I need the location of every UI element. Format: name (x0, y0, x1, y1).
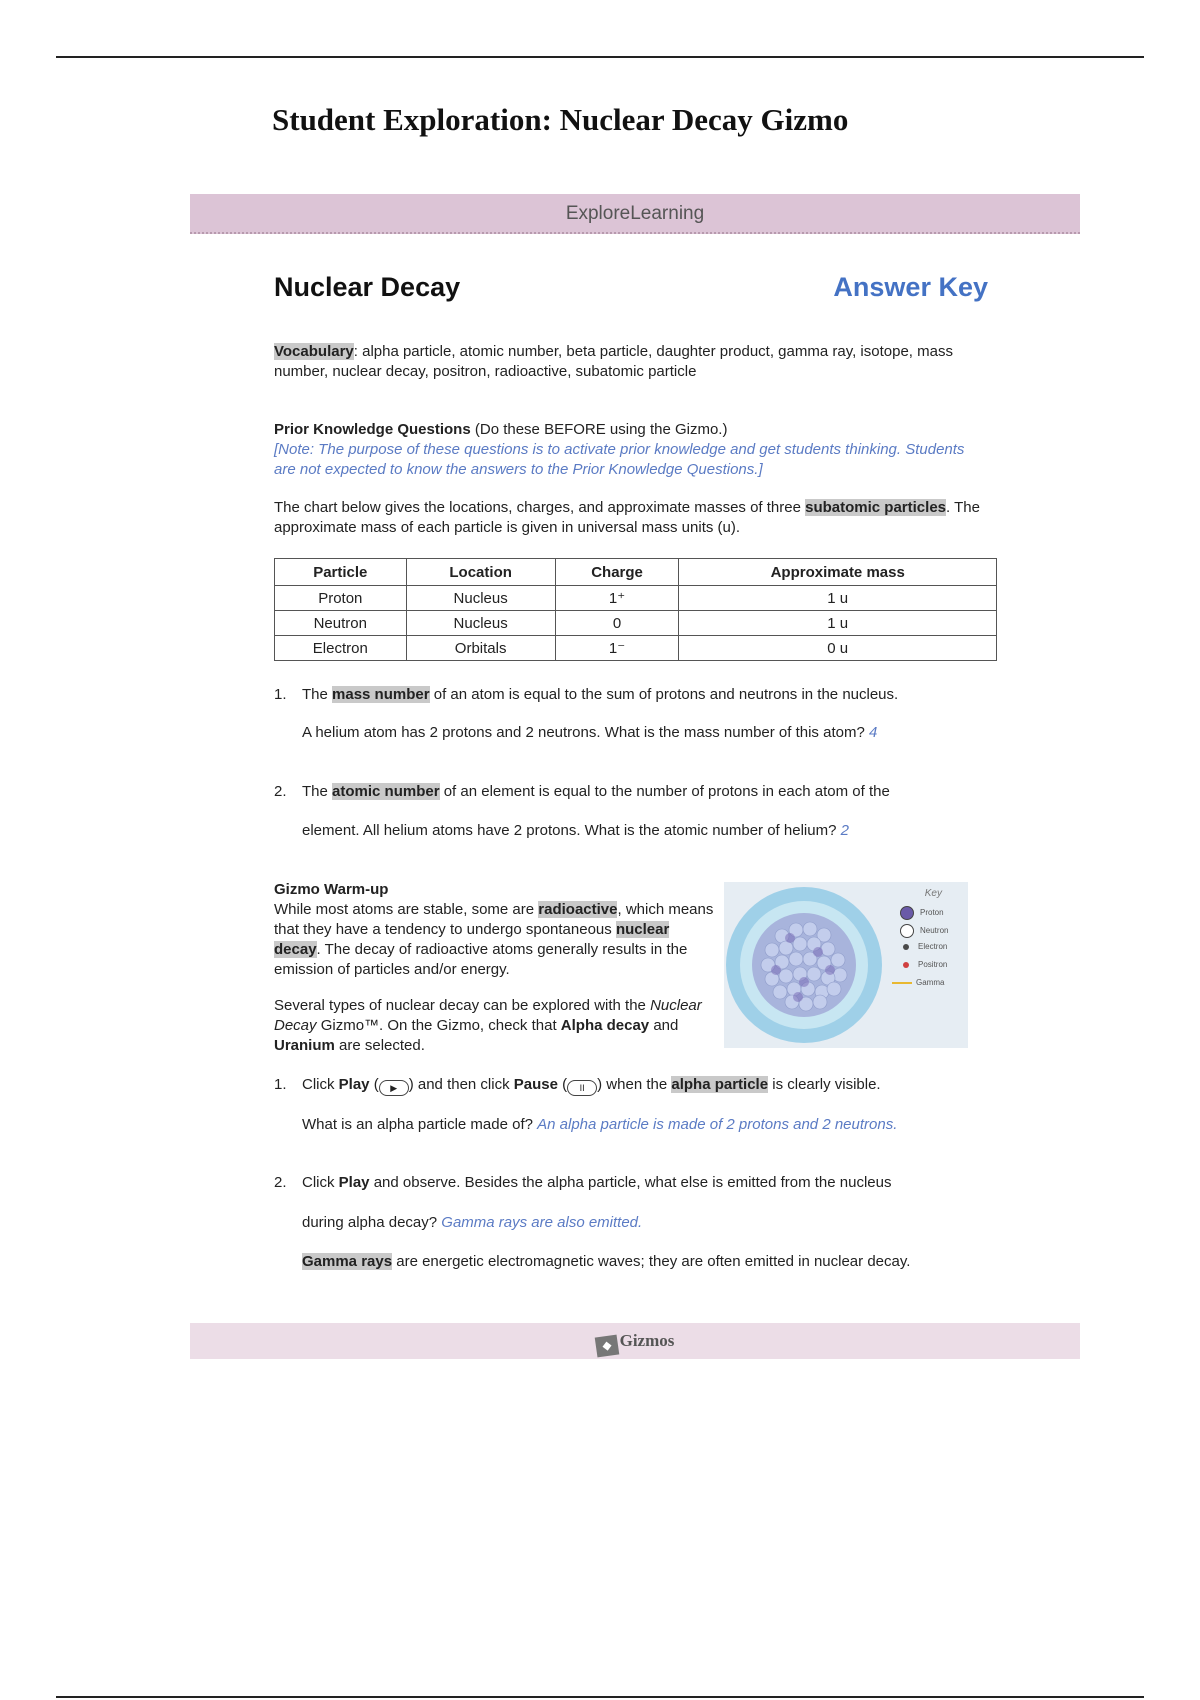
warmup-text: Gizmo™. On the Gizmo, check that (316, 1017, 561, 1034)
question-text: The (302, 783, 333, 800)
table-cell: Electron (275, 636, 407, 661)
section-title: Nuclear Decay (274, 272, 461, 302)
warmup-text: While most atoms are stable, some are (274, 901, 539, 918)
table-cell: 1 u (679, 611, 997, 636)
uranium-option: Uranium (274, 1037, 335, 1054)
radioactive-term: radioactive (538, 901, 618, 918)
warmup-text: and (649, 1017, 679, 1034)
gamma-arrow-icon (892, 982, 912, 984)
table-cell: 0 u (679, 636, 997, 661)
key-proton (900, 906, 944, 920)
gizmos-logo-icon: ◆ (594, 1335, 619, 1358)
key-label: Gamma (916, 978, 945, 987)
table-cell: 1⁺ (555, 586, 679, 611)
document-title: Student Exploration: Nuclear Decay Gizmo (272, 102, 849, 137)
prior-knowledge-title: Prior Knowledge Questions (274, 421, 471, 438)
question-prompt: A helium atom has 2 protons and 2 neutrons. What is the mass number of this atom? (302, 724, 869, 741)
question-prompt: during alpha decay? (302, 1214, 442, 1231)
nucleus-figure (724, 882, 968, 1048)
warmup-text: are selected. (334, 1037, 425, 1054)
question-text: is clearly visible. (768, 1076, 881, 1093)
key-electron (900, 942, 947, 951)
top-rule (56, 56, 1144, 58)
chart-intro-text: The chart below gives the locations, charges, and approximate masses of three (274, 499, 806, 516)
table-row (275, 586, 997, 611)
subatomic-particles-term: subatomic particles (805, 499, 947, 516)
prior-knowledge-note: (Do these BEFORE using the Gizmo.) (470, 421, 728, 438)
warmup-question-2-prompt (302, 1214, 1002, 1231)
answer-text: Gamma rays are also emitted. (441, 1214, 643, 1231)
table-cell: Nucleus (406, 611, 555, 636)
prior-knowledge-heading (274, 420, 990, 440)
warmup-text: Several types of nuclear decay can be explored with the (274, 997, 651, 1014)
column-header: Particle (275, 559, 407, 586)
teacher-note: [Note: The purpose of these questions is to activate prior knowledge and get students thinking. Students are not expected to know the answers to the Prior Knowledge Questions.] (274, 441, 965, 478)
answer-text: 4 (868, 724, 878, 741)
question-number: 1. (274, 686, 287, 703)
alpha-decay-option: Alpha decay (560, 1017, 650, 1034)
vocabulary-paragraph (274, 342, 990, 382)
warmup-question-2 (274, 1174, 1004, 1191)
gamma-ray-note (302, 1253, 1002, 1270)
key-label: Neutron (920, 926, 949, 936)
pause-label: Pause (513, 1076, 558, 1093)
answer-text: An alpha particle is made of 2 protons and 2 neutrons. (537, 1116, 898, 1133)
table-cell: Neutron (275, 611, 407, 636)
vocabulary-label: Vocabulary (274, 343, 354, 360)
gamma-rays-term: Gamma rays (302, 1253, 393, 1270)
key-label: Positron (918, 960, 948, 969)
answer-key-label: Answer Key (833, 272, 988, 302)
question-prompt: What is an alpha particle made of? (302, 1116, 538, 1133)
table-cell: 1⁻ (555, 636, 679, 661)
explorelearning-logo: ExploreLearning (565, 203, 705, 224)
column-header: Location (406, 559, 555, 586)
key-gamma (892, 978, 944, 987)
question-number: 2. (274, 783, 287, 800)
table-cell: 0 (555, 611, 679, 636)
gizmo-name: Nuclear Decay (274, 997, 702, 1034)
note-text: are energetic electromagnetic waves; they are often emitted in nuclear decay. (392, 1253, 911, 1270)
footer-band (190, 1323, 1080, 1359)
question-text: of an atom is equal to the sum of protons and neutrons in the nucleus. (429, 686, 899, 703)
question-text: when the (602, 1076, 672, 1093)
electron-icon (903, 944, 909, 950)
mass-number-term: mass number (332, 686, 430, 703)
nuclear-decay-term: nuclear decay (274, 921, 670, 958)
gizmos-logo-text: Gizmos (619, 1331, 675, 1350)
warmup-paragraph-2 (274, 996, 714, 1056)
header-band (190, 194, 1080, 234)
warmup-title: Gizmo Warm-up (274, 881, 389, 898)
question-text: and then click (413, 1076, 514, 1093)
proton-icon (900, 906, 914, 920)
table-row (275, 611, 997, 636)
table-cell: Orbitals (406, 636, 555, 661)
prior-question-2-prompt (302, 822, 1002, 839)
vocabulary-list: : alpha particle, atomic number, beta particle, daughter product, gamma ray, isotope, mass number, nuclear decay, positron, radioactive, subatomic particle (274, 343, 953, 380)
table-cell: Nucleus (406, 586, 555, 611)
table-cell: Proton (275, 586, 407, 611)
play-label: Play (338, 1076, 370, 1093)
table-row (275, 636, 997, 661)
neutron-icon (900, 924, 914, 938)
play-icon: ▶ (379, 1080, 409, 1096)
gizmos-logo (190, 1331, 1080, 1356)
question-text: The (302, 686, 333, 703)
warmup-question-1-prompt (302, 1116, 1002, 1133)
chart-intro-text-end: . The approximate mass of each particle is given in universal mass units (u). (274, 499, 980, 536)
key-positron (900, 960, 947, 969)
alpha-particle-term: alpha particle (671, 1076, 769, 1093)
bottom-rule (56, 1696, 1144, 1698)
positron-icon (903, 962, 909, 968)
question-text: Click (302, 1076, 339, 1093)
question-text: Click (302, 1174, 339, 1191)
warmup-paragraph-1 (274, 900, 714, 980)
play-label: Play (338, 1174, 370, 1191)
table-cell: 1 u (679, 586, 997, 611)
key-neutron (900, 924, 948, 938)
answer-text: 2 (840, 822, 849, 839)
key-title: Key (924, 888, 942, 899)
column-header: Approximate mass (679, 559, 997, 586)
question-number: 2. (274, 1174, 287, 1191)
key-label: Proton (920, 908, 944, 918)
prior-question-2 (274, 783, 1004, 800)
chart-intro (274, 498, 990, 538)
pause-icon: II (567, 1080, 597, 1096)
prior-question-1 (274, 686, 1004, 703)
question-number: 1. (274, 1076, 287, 1093)
particle-table (274, 558, 997, 661)
column-header: Charge (555, 559, 679, 586)
question-prompt: element. All helium atoms have 2 protons. What is the atomic number of helium? (302, 822, 841, 839)
question-text: of an element is equal to the number of protons in each atom of the (439, 783, 890, 800)
warmup-text: . The decay of radioactive atoms generally results in the emission of particles and/or energy. (274, 941, 688, 978)
prior-question-1-prompt (302, 724, 1002, 741)
table-header-row (275, 559, 997, 586)
question-text: and observe. Besides the alpha particle, what else is emitted from the nucleus (369, 1174, 892, 1191)
atomic-number-term: atomic number (332, 783, 440, 800)
key-label: Electron (918, 942, 948, 951)
warmup-question-1: 1. Click Play ( ▶ ) and then click Pause ( II ) when the alpha particle is clearly visible. (274, 1076, 1004, 1096)
warmup-text: , which means that they have a tendency to undergo spontaneous (274, 901, 714, 938)
